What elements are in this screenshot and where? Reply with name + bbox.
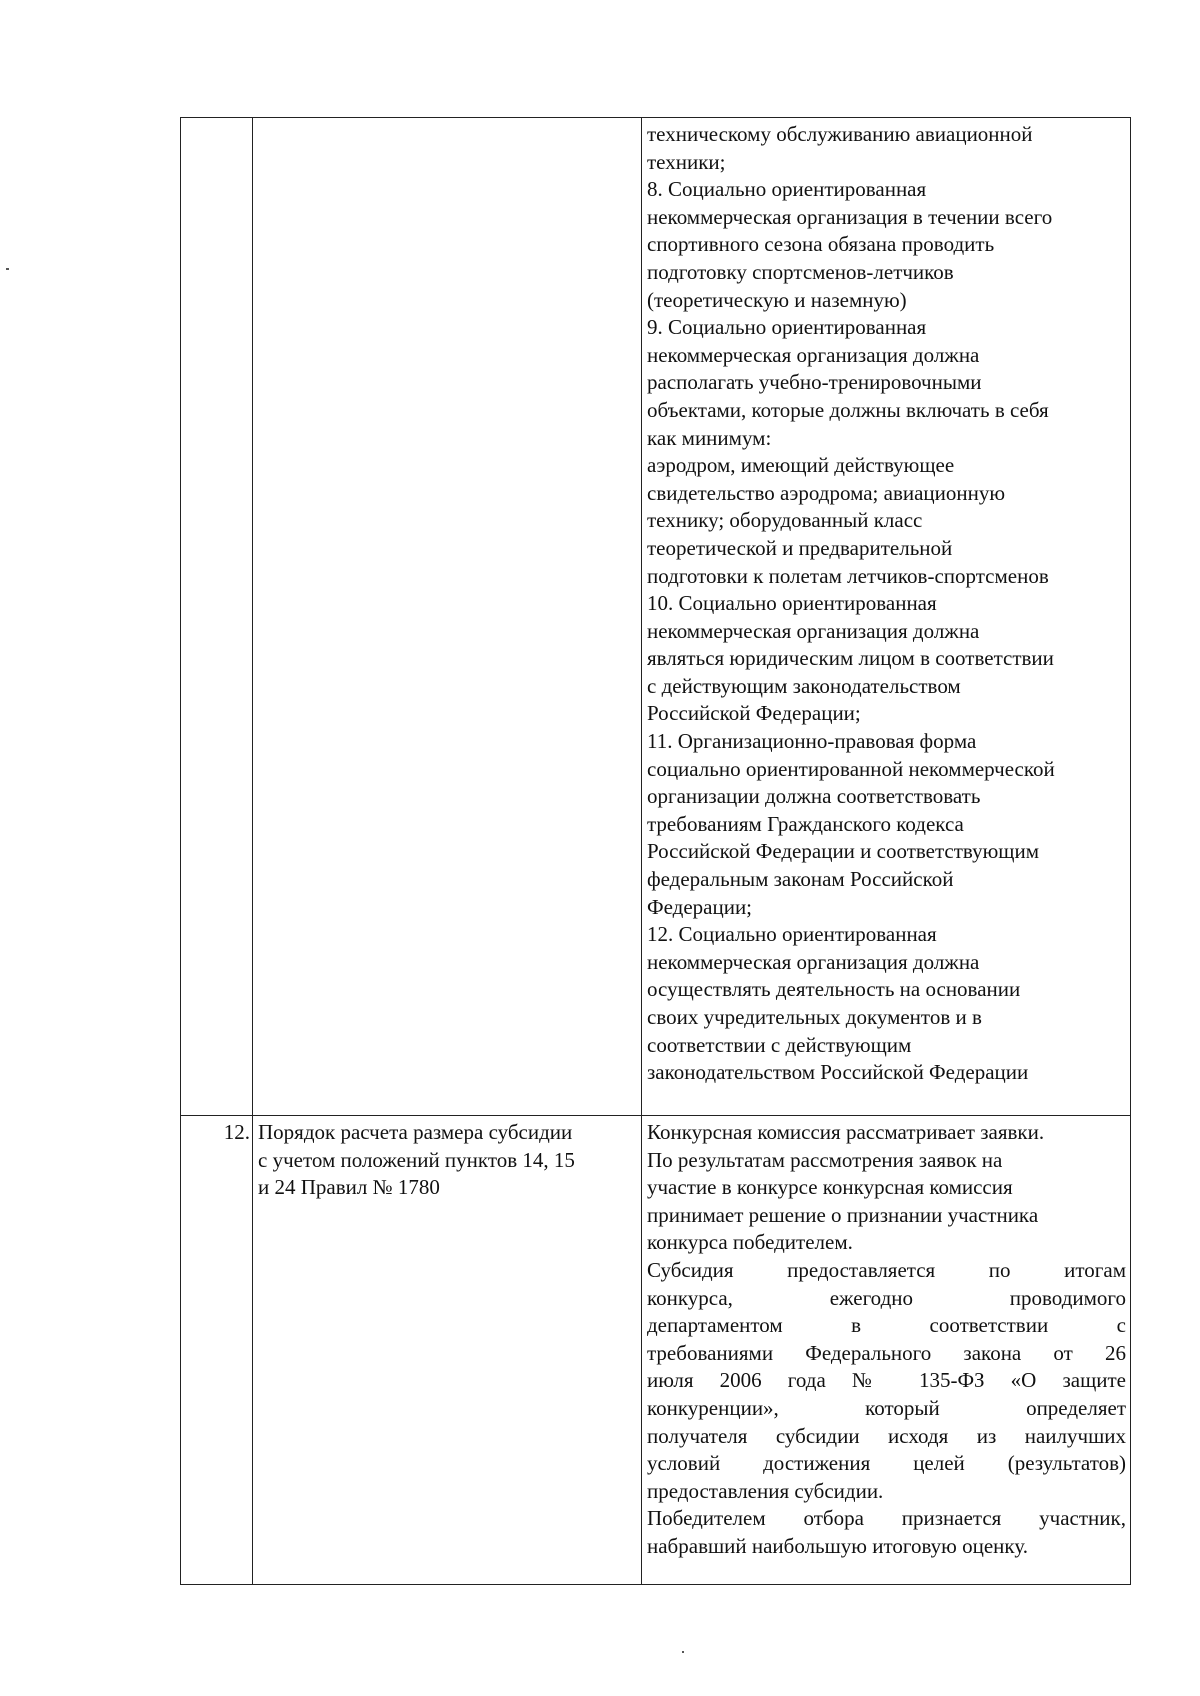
description-line: спортивного сезона обязана проводить bbox=[647, 232, 995, 257]
description-line: набравший наибольшую итоговую оценку. bbox=[647, 1533, 1028, 1558]
description-line: осуществлять деятельность на основании bbox=[647, 977, 1021, 1002]
description-line: свидетельство аэродрома; авиационную bbox=[647, 480, 1006, 505]
description-line: 9. Социально ориентированная bbox=[647, 315, 927, 340]
description-line: некоммерческая организация в течении всего bbox=[647, 204, 1053, 229]
description-line: Федерации; bbox=[647, 894, 753, 919]
description-line: конкурса победителем. bbox=[647, 1230, 853, 1255]
description-line: департаментом в соответствии с bbox=[647, 1313, 1126, 1338]
description-line: участие в конкурсе конкурсная комиссия bbox=[647, 1175, 1013, 1200]
row-name-cell bbox=[253, 118, 642, 1116]
description-line: принимает решение о признании участника bbox=[647, 1202, 1039, 1227]
table-row bbox=[181, 1116, 1131, 1585]
description-line: некоммерческая организация должна bbox=[647, 618, 980, 643]
description-line: технику; оборудованный класс bbox=[647, 508, 923, 533]
description-line: июля 2006 года № 135-ФЗ «О защите bbox=[647, 1368, 1126, 1393]
description-line: располагать учебно-тренировочными bbox=[647, 370, 982, 395]
description-line: с действующим законодательством bbox=[647, 673, 961, 698]
description-line: Российской Федерации и соответствующим bbox=[647, 839, 1040, 864]
description-line: По результатам рассмотрения заявок на bbox=[647, 1147, 1003, 1172]
paragraph-winner bbox=[647, 1505, 1126, 1560]
description-line: объектами, которые должны включать в себя bbox=[647, 397, 1049, 422]
description-line: Российской Федерации; bbox=[647, 701, 861, 726]
description-line: техники; bbox=[647, 149, 726, 174]
scan-speck bbox=[682, 1651, 684, 1653]
description-line: являться юридическим лицом в соответствии bbox=[647, 646, 1054, 671]
name-line: с учетом положений пунктов 14, 15 bbox=[258, 1147, 575, 1172]
row-name-cell bbox=[253, 1116, 642, 1585]
description-line: Субсидия предоставляется по итогам bbox=[647, 1257, 1126, 1282]
description-line: 12. Социально ориентированная bbox=[647, 922, 937, 947]
description-line: организации должна соответствовать bbox=[647, 784, 981, 809]
description-line: подготовки к полетам летчиков-спортсменов bbox=[647, 563, 1049, 588]
description-line: теоретической и предварительной bbox=[647, 535, 953, 560]
requirements-table bbox=[180, 117, 1131, 1585]
description-line: конкуренции», который определяет bbox=[647, 1395, 1126, 1420]
paragraph-subsidy bbox=[647, 1257, 1126, 1505]
row-description-cell bbox=[642, 118, 1131, 1116]
description-line: (теоретическую и наземную) bbox=[647, 287, 907, 312]
description-line: подготовку спортсменов-летчиков bbox=[647, 259, 954, 284]
description-line: соответствии с действующим bbox=[647, 1032, 912, 1057]
description-line: конкурса, ежегодно проводимого bbox=[647, 1285, 1126, 1310]
name-line: и 24 Правил № 1780 bbox=[258, 1175, 440, 1200]
description-line: социально ориентированной некоммерческой bbox=[647, 756, 1055, 781]
description-line: как минимум: bbox=[647, 425, 772, 450]
description-line: техническому обслуживанию авиационной bbox=[647, 122, 1033, 146]
description-line: некоммерческая организация должна bbox=[647, 949, 980, 974]
name-line: Порядок расчета размера субсидии bbox=[258, 1120, 573, 1144]
row-number-cell: 12. bbox=[181, 1116, 253, 1585]
description-line: законодательством Российской Федерации bbox=[647, 1060, 1029, 1085]
description-line: некоммерческая организация должна bbox=[647, 342, 980, 367]
description-line: требованиями Федерального закона от 26 bbox=[647, 1340, 1126, 1365]
description-line: получателя субсидии исходя из наилучших bbox=[647, 1423, 1126, 1448]
description-line: своих учредительных документов и в bbox=[647, 1005, 982, 1029]
description-line: аэродром, имеющий действующее bbox=[647, 453, 955, 478]
description-line: требованиям Гражданского кодекса bbox=[647, 811, 964, 836]
paragraph-commission bbox=[647, 1119, 1126, 1257]
row-description-cell bbox=[642, 1116, 1131, 1585]
description-line: условий достижения целей (результатов) bbox=[647, 1451, 1126, 1476]
description-line: федеральным законам Российской bbox=[647, 867, 954, 892]
row-number-cell bbox=[181, 118, 253, 1116]
description-line: 8. Социально ориентированная bbox=[647, 177, 927, 202]
description-line: предоставления субсидии. bbox=[647, 1478, 884, 1503]
scan-speck bbox=[6, 268, 9, 270]
description-line: 11. Организационно-правовая форма bbox=[647, 729, 977, 754]
table-row bbox=[181, 118, 1131, 1116]
description-line: Победителем отбора признается участник, bbox=[647, 1506, 1126, 1531]
description-line: Конкурсная комиссия рассматривает заявки. bbox=[647, 1120, 1045, 1144]
description-line: 10. Социально ориентированная bbox=[647, 591, 937, 616]
